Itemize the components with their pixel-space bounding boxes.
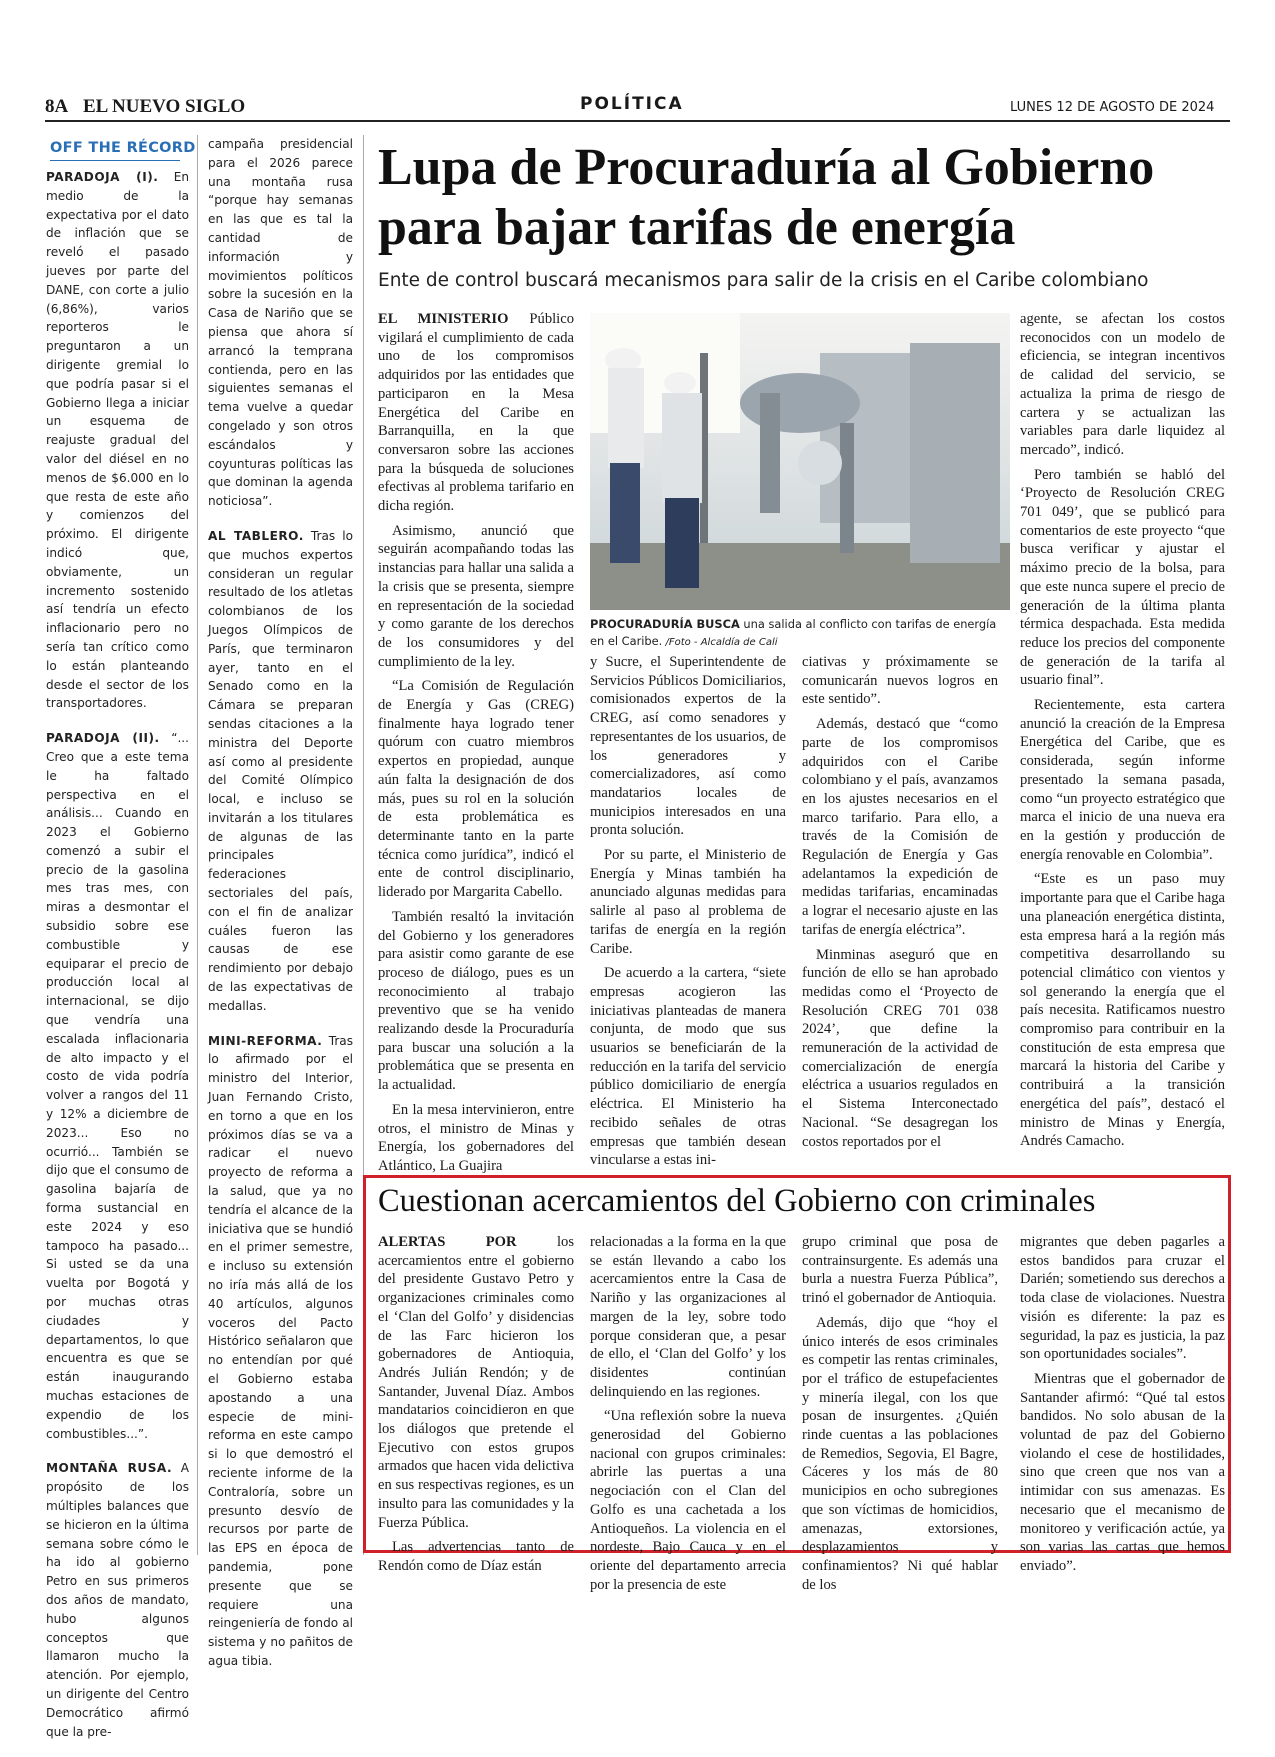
paragraph: EL MINISTERIO Público vigilará el cumplimiento de cada uno de los compromisos adquiridos por las entidades que participaron en la Mesa Energética del Caribe en Barranquilla, en la que conversaron sobre las acciones para la búsqueda de soluciones efectivas al problema tarifario en dicha región.: [378, 311, 574, 515]
article-column-2: [590, 653, 786, 1176]
paragraph: y Sucre, el Superintendente de Servicios Públicos Domiciliarios, comisionados expertos de la CREG, así como senadores y representantes de los usuarios, de los generadores y comercializadores, así como mandatarios locales de municipios interesados en una pronta solución.: [590, 654, 786, 839]
paragraph: Además, destacó que “como parte de los compromisos adquiridos con el Caribe colombiano y el país, avanzamos en los ajustes necesarios en el marco tarifario. Para ello, a través de la Comisión de Regulación de Energía y Gas adelantamos la expedición de medidas tarifarias, encaminadas a lograr el necesario ajuste en las tarifas de energía eléctrica”.: [802, 716, 998, 938]
paragraph: relacionadas a la forma en la que se están llevando a cabo los acercamientos entre la Casa de Nariño y las organizaciones al margen de la ley, sobre todo porque consideran que, a pesar de ello, el ‘Clan del Golfo’ y los disidentes continúan delinquiendo en las regiones.: [590, 1234, 786, 1400]
article-column-1: [378, 310, 574, 1182]
main-headline: Lupa de Procuraduría al Gobierno para bajar tarifas de energía: [378, 139, 1155, 256]
paragraph: Por su parte, el Ministerio de Energía y Minas también ha anunciado algunas medidas para salirle al paso al problema de tarifas de energía en la región Caribe.: [590, 847, 786, 957]
paragraph: ciativas y próximamente se comunicarán nuevos logros en este sentido”.: [802, 654, 998, 708]
substation-workers-illustration: [590, 313, 1010, 610]
sidebar-title-underline: [50, 160, 180, 161]
paragraph: grupo criminal que posa de contrainsurgente. Es además una burla a nuestra Fuerza Pública”, trinó el gobernador de Antioquia.: [802, 1234, 998, 1307]
sidebar-item: MONTAÑA RUSA. A propósito de los múltiples balances que se hicieron en la última semana sobre cómo le ha ido al gobierno Petro en sus primeros dos años de mandato, hubo algunos conceptos que llamaron mucho la atención. Por ejemplo, un dirigente del Centro Democrático afirmó que la pre-: [46, 1461, 189, 1739]
paragraph: Además, dijo que “hoy el único interés de esos criminales es competir las rentas criminales, por el tráfico de estupefacientes y minería ilegal, con los que posan de insurgentes. ¿Quién rinde cuentas a las poblaciones de Remedios, Segovia, El Bagre, Cáceres y los más de 80 municipios en ocho subregiones que son víctimas de homicidios, amenazas, extorsiones, desplazamientos y confinamientos? Ni qué hablar de los: [802, 1314, 998, 1593]
paragraph: agente, se afectan los costos reconocidos con un modelo de eficiencia, se integran incentivos de calidad del servicio, se actualiza la prima de riesgo de cartera y se actualizan las variables para darle liquidez al mercado”, indicó.: [1020, 311, 1225, 458]
section-title: POLÍTICA: [580, 94, 684, 114]
sidebar-column-1: [46, 168, 189, 1757]
paragraph: También resaltó la invitación del Gobierno y los generadores para asistir como garante de ese proceso de diálogo, pues es un reconocimiento al trabajo preventivo que se ha venido realizando desde la Procuraduría para buscar una solución a la problemática que se presenta en la actualidad.: [378, 908, 574, 1094]
page-number: 8A: [45, 96, 69, 117]
main-subheadline: Ente de control buscará mecanismos para salir de la crisis en el Caribe colombiano: [378, 270, 1149, 291]
photo-credit: /Foto - Alcaldía de Cali: [662, 636, 778, 648]
paragraph: Minminas aseguró que en función de ello se han aprobado medidas como el ‘Proyecto de Resolución CREG 701 038 2024’, que define la remuneración de la actividad de comercialización de energía eléctrica a usuarios regulados en el Sistema Interconectado Nacional. “Se desagregan los costos reportados por el: [802, 946, 998, 1150]
boxed-article-headline: Cuestionan acercamientos del Gobierno con criminales: [378, 1183, 1096, 1219]
column-divider: [197, 135, 198, 1555]
photo-caption: PROCURADURÍA BUSCA una salida al conflicto con tarifas de energía en el Caribe. /Foto - Alcaldía de Cali: [590, 617, 997, 648]
boxed-column-4: [1020, 1233, 1225, 1582]
paragraph: De acuerdo a la cartera, “siete empresas acogieron las iniciativas planteadas de manera conjunta, de modo que sus usuarios se beneficiarán de la reducción en la tarifa del servicio público domiciliario de energía eléctrica. El Ministerio ha recibido señales de otras empresas que también desean vincularse a estas ini-: [590, 965, 786, 1169]
paragraph: Recientemente, esta cartera anunció la creación de la Empresa Energética del Caribe, que es considerada, según informe presentado la semana pasada, como “un proyecto estratégico que marca el inicio de una nueva era en la gestión y producción de energía renovable en Colombia”.: [1020, 697, 1225, 863]
sidebar-item: PARADOJA (II). “... Creo que a este tema le ha faltado perspectiva en el análisis... Cuando en 2023 el Gobierno comenzó a subir el precio de la gasolina mes tras mes, con miras a desmontar el subsidio sobre ese combustible y equiparar el precio de producción local al internacional, se dijo que vendría una escalada inflacionaria de alto impacto y el costo de vida podría volver a rangos del 11 y 12% a diciembre de 2023... Eso no ocurrió... También se dijo que el consumo de gasolina bajaría de forma sustancial en este 2024 y eso tampoco ha pasado... Si usted se da una vuelta por Bogotá y por muchas otras ciudades y departamentos, lo que encuentra es que se están inaugurando muchas estaciones de expendio de los combustibles...”.: [46, 731, 189, 1441]
boxed-column-2: [590, 1233, 786, 1600]
sidebar-column-2: [208, 135, 353, 1687]
paragraph: Mientras que el gobernador de Santander afirmó: “Qué tal estos bandidos. No solo abusan de la voluntad de paz del Gobierno violando el cese de hostilidades, sino que creen que nos van a intimidar con sus amenazas. Es necesario que el mecanismo de monitoreo y verificación actúe, ya son varias las cartas que hemos enviado”.: [1020, 1370, 1225, 1574]
paragraph: Las advertencias tanto de Rendón como de Díaz están: [378, 1539, 574, 1574]
paragraph: Pero también se habló del ‘Proyecto de Resolución CREG 701 049’, que se publicó para comentarios de este proyecto “que busca verificar y ajustar el máximo precio de la bolsa, para que este nunca supere el precio de generación de la última planta térmica despachada. Esta medida reduce los precios del componente de generación de la tarifa al usuario final”.: [1020, 466, 1225, 689]
paragraph: En la mesa intervinieron, entre otros, el ministro de Minas y Energía, los gobernadores del Atlántico, La Guajira: [378, 1101, 574, 1174]
paragraph: Asimismo, anunció que seguirán acompañando todas las instancias para hallar una salida a la crisis que se presenta, siempre en representación de la sociedad y como garante de los derechos de los consumidores y del cumplimiento de la ley.: [378, 522, 574, 670]
paragraph: “Una reflexión sobre la nueva generosidad del Gobierno nacional con grupos criminales: abrirle las puertas a una negociación con el Clan del Golfo es una cachetada a los Antioqueños. La violencia en el nordeste, Bajo Cauca y en el oriente del departamento arrecia por la presencia de este: [590, 1408, 786, 1593]
paragraph: migrantes que deben pagarles a estos bandidos para cruzar el Darién; sometiendo sus derechos a toda clase de violaciones. Nuestra visión es diferente: la paz es seguridad, la paz es justicia, la paz son oportunidades sociales”.: [1020, 1234, 1225, 1363]
paragraph: “Este es un paso muy importante para que el Caribe haga una planeación energética distinta, esta empresa hará a la región más competitiva desarrollando su potencial climático con vientos y sol generando la energía que el país necesita. Ratificamos nuestro compromiso para contribuir en la constitución de esta empresa que marcará la historia del Caribe y contribuirá a la transición energética del país”, destacó el ministro de Minas y Energía, Andrés Camacho.: [1020, 871, 1225, 1150]
page-header-left: [45, 96, 245, 118]
sidebar-item: AL TABLERO. Tras lo que muchos expertos consideran un regular resultado de los atletas colombianos de los Juegos Olímpicos de París, que terminaron ayer, tanto en el Senado como en la Cámara se preparan sendas citaciones a la ministra del Deporte así como al presidente del Comité Olímpico local, e incluso se invitarán a los titulares de algunas de las principales federaciones sectoriales del país, con el fin de analizar cuáles fueron las causas de ese rendimiento por debajo de las expectativas de medallas.: [208, 528, 353, 1013]
boxed-column-3: [802, 1233, 998, 1600]
paragraph: “La Comisión de Regulación de Energía y Gas (CREG) finalmente haya logrado tener quórum con cuatro miembros expertos en propiedad, aunque aún falta la designación de dos más, pues su rol en la solución de esta problemática es determinante tanto en la parte técnica como jurídica”, indicó el ente de control disciplinario, liderado por Margarita Cabello.: [378, 678, 574, 901]
sidebar-item: MINI-REFORMA. Tras lo afirmado por el ministro del Interior, Juan Fernando Cristo, en torno a que en los próximos días se va a radicar el nuevo proyecto de reforma a la salud, que ya no tendría el alcance de la iniciativa que se hundió en el primer semestre, e incluso su extensión no iría más allá de los 40 artículos, algunos voceros del Pacto Histórico señalaron que no entendían por qué el Gobierno estaba apostando a una especie de mini-reforma en este campo si lo que demostró el reciente informe de la Contraloría, sobre un presunto desvío de recursos por parte de las EPS en época de pandemia, pone presente que se requiere una reingeniería de fondo al sistema y no pañitos de agua tibia.: [208, 1033, 353, 1668]
header-divider: [45, 120, 1230, 122]
article-photo: [590, 313, 1010, 610]
article-column-3: [802, 653, 998, 1157]
issue-date: LUNES 12 DE AGOSTO DE 2024: [1010, 100, 1215, 115]
boxed-column-1: [378, 1233, 574, 1582]
paragraph: ALERTAS POR los acercamientos entre el gobierno del presidente Gustavo Petro y organizaciones criminales como el ‘Clan del Golfo’ y disidencias de las Farc hicieron los gobernadores de Antioquia, Andrés Julián Rendón; y de Santander, Juvenal Díaz. Ambos mandatarios coincidieron en que los diálogos que pretende el Ejecutivo con estos grupos armados que hacen vida delictiva en sus respectivas regiones, es un insulto para las comunidades y la Fuerza Pública.: [378, 1234, 574, 1531]
article-column-4: [1020, 310, 1225, 1157]
sidebar-item: campaña presidencial para el 2026 parece una montaña rusa “porque hay semanas en las que es tal la cantidad de información y movimientos políticos sobre la sucesión en la Casa de Nariño que se piensa que ahora sí arrancó la temprana contienda, pero en las siguientes semanas el tema vuelve a quedar congelado y son otros escándalos y coyunturas políticas las que dominan la agenda noticiosa”.: [208, 137, 353, 509]
sidebar-item: PARADOJA (I). En medio de la expectativa por el dato de inflación que se reveló el pasado jueves por parte del DANE, con corte a julio (6,86%), varios reporteros le preguntaron a un dirigente gremial lo que podría pasar si el Gobierno llega a iniciar un esquema de reajuste gradual del valor del diésel en no menos de $6.000 en lo que resta de este año y comienzos del próximo. El dirigente indicó que, obviamente, un incremento sostenido así tendría un efecto inflacionario pero no sería tan crítico como lo están planteando desde el sector de los transportadores.: [46, 170, 190, 711]
publication-name: EL NUEVO SIGLO: [82, 96, 246, 117]
sidebar-title: OFF THE RÉCORD: [50, 140, 196, 156]
